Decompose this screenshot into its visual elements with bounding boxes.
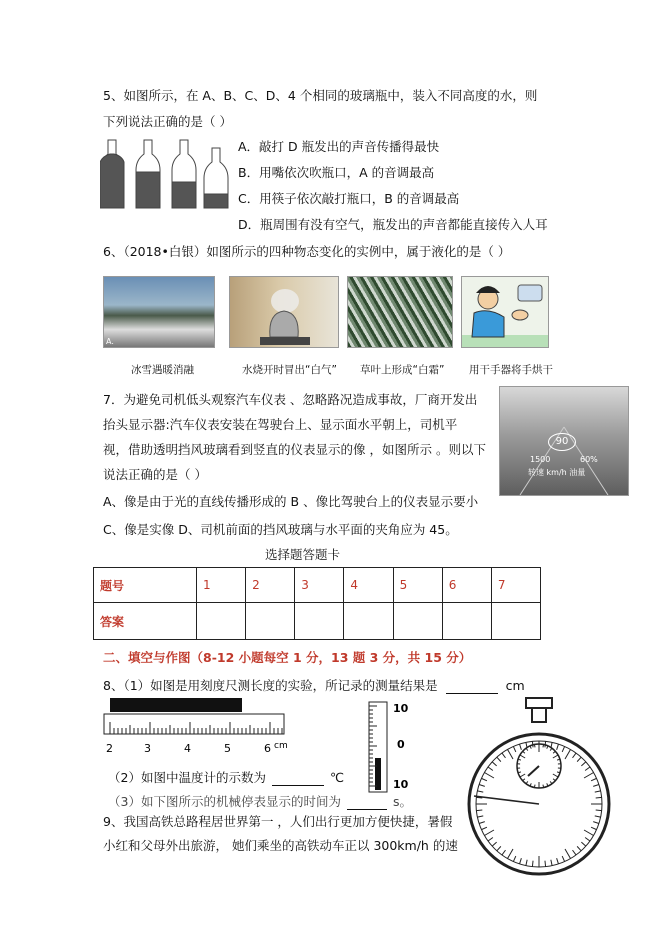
answer-card-title: 选择题答题卡 — [265, 547, 341, 562]
q8-part1-text: 8、（1）如图是用刻度尺测长度的实验，所记录的测量结果是 — [103, 678, 438, 693]
q9-line1: 9、我国高铁总路程居世界第一 ，人们出行更加方便快捷，暑假 — [103, 814, 453, 829]
ruler-label-3: 3 — [144, 742, 151, 755]
q5-line2: 下列说法正确的是（ ） — [103, 114, 232, 129]
question-number-3: 3 — [295, 568, 344, 603]
q7-options-cd: C、像是实像 D、司机前面的挡风玻璃与水平面的夹角应为 45。 — [103, 522, 458, 537]
photo-a-letter: A. — [106, 337, 114, 346]
photo-melting-snow — [103, 276, 215, 348]
stopwatch-figure — [466, 696, 612, 882]
bottle-c — [172, 140, 196, 208]
question-number-2: 2 — [246, 568, 295, 603]
thermo-label-zero: 0 — [397, 738, 405, 751]
q8-part3-text: （3）如下图所示的机械停表显示的时间为 — [108, 794, 341, 809]
answer-cell-2[interactable] — [246, 603, 295, 640]
q5-line1: 5、如图所示，在 A、B、C、D、4 个相同的玻璃瓶中，装入不同高度的水，则 — [103, 88, 538, 103]
photo-hand-dryer — [461, 276, 549, 348]
q8-answer-blank-3[interactable] — [347, 797, 387, 810]
bottle-a — [100, 140, 124, 208]
photo-frost-grass — [347, 276, 453, 348]
answer-cell-5[interactable] — [393, 603, 442, 640]
question-number-6: 6 — [442, 568, 491, 603]
section2-heading: 二、填空与作图（8-12 小题每空 1 分，13 题 3 分，共 15 分） — [103, 650, 472, 665]
answer-cell-1[interactable] — [197, 603, 246, 640]
ruler-unit: cm — [274, 741, 288, 751]
hud-sub-label: 转速 km/h 油量 — [528, 468, 586, 477]
minute-dial-tick — [543, 744, 544, 747]
answer-card-row-answers — [94, 603, 541, 640]
photo-hud-display — [499, 386, 629, 496]
question-number-7: 7 — [491, 568, 540, 603]
answer-cell-4[interactable] — [344, 603, 393, 640]
thermometer-figure — [355, 700, 417, 796]
minute-dial-tick — [534, 785, 535, 788]
q8-answer-blank-1[interactable] — [446, 681, 498, 694]
thermo-label-bottom: 10 — [393, 778, 409, 791]
answer-cell-3[interactable] — [295, 603, 344, 640]
stopwatch-tick — [476, 810, 482, 811]
question-number-5: 5 — [393, 568, 442, 603]
row-label-answer: 答案 — [94, 603, 197, 640]
q7-line3: 视，借助透明挡风玻璃看到竖直的仪表显示的像 ，如图所示 。则以下 — [103, 442, 486, 457]
caption-frost: 草叶上形成“白霜” — [360, 364, 445, 376]
q7-line4: 说法正确的是（ ） — [103, 467, 207, 482]
hand-dryer-icon — [462, 277, 548, 347]
answer-cell-7[interactable] — [491, 603, 540, 640]
bottles-figure — [100, 132, 230, 214]
stopwatch-tick — [545, 861, 546, 867]
stopwatch-tick — [532, 861, 533, 867]
q8-part3 — [108, 792, 412, 810]
answer-card-row-numbers — [94, 568, 541, 603]
caption-kettle: 水烧开时冒出“白气” — [242, 364, 337, 376]
q7-line1: 7．为避免司机低头观察汽车仪表 、忽略路况造成事故，厂商开发出 — [103, 392, 478, 407]
q5-option-b: B．用嘴依次吹瓶口，A 的音调最高 — [238, 165, 435, 180]
kettle-icon — [230, 277, 338, 347]
bottle-b — [136, 140, 160, 208]
minute-dial-tick — [543, 785, 544, 788]
ruler-label-2: 2 — [106, 742, 113, 755]
minute-dial-tick — [534, 744, 535, 747]
answer-card-table — [93, 567, 541, 640]
ruler-label-5: 5 — [224, 742, 231, 755]
hud-speed: 90 — [548, 433, 576, 451]
ruler-label-4: 4 — [184, 742, 191, 755]
q8-unit2: ℃ — [329, 770, 344, 785]
q5-option-a: A．敲打 D 瓶发出的声音传播得最快 — [238, 139, 440, 154]
ruler-label-6: 6 — [264, 742, 271, 755]
question-number-1: 1 — [197, 568, 246, 603]
question-number-4: 4 — [344, 568, 393, 603]
q5-option-c: C．用筷子依次敲打瓶口，B 的音调最高 — [238, 191, 460, 206]
caption-melting: 冰雪遇暖消融 — [131, 364, 194, 376]
q8-part2-text: （2）如图中温度计的示数为 — [108, 770, 266, 785]
bottle-d — [204, 148, 228, 208]
thermo-label-top: 10 — [393, 702, 409, 715]
q8-unit3: s。 — [392, 794, 412, 809]
hud-right-value: 60% — [580, 455, 598, 464]
q8-answer-blank-2[interactable] — [272, 773, 324, 786]
q8-unit1: cm — [505, 678, 525, 693]
photo-kettle-steam — [229, 276, 339, 348]
q8-part2 — [108, 768, 344, 786]
hud-left-value: 1500 — [530, 455, 551, 464]
q7-line2: 抬头显示器:汽车仪表安装在驾驶台上、显示面水平朝上，司机平 — [103, 417, 458, 432]
q9-line2: 小红和父母外出旅游， 她们乘坐的高铁动车正以 300km/h 的速 — [103, 838, 458, 853]
q7-options-ab: A、像是由于光的直线传播形成的 B 、像比驾驶台上的仪表显示要小 — [103, 494, 479, 509]
stopwatch-tick — [596, 810, 602, 811]
q8-part1 — [103, 676, 525, 694]
caption-dryer: 用干手器将手烘干 — [469, 364, 553, 376]
q5-option-d: D．瓶周围有没有空气，瓶发出的声音都能直接传入人耳 — [238, 217, 548, 232]
q6-stem: 6、（2018•白银）如图所示的四种物态变化的实例中，属于液化的是（ ） — [103, 244, 511, 259]
ruler-figure — [100, 696, 290, 758]
stopwatch-tick — [596, 797, 602, 798]
row-label-number: 题号 — [94, 568, 197, 603]
answer-cell-6[interactable] — [442, 603, 491, 640]
